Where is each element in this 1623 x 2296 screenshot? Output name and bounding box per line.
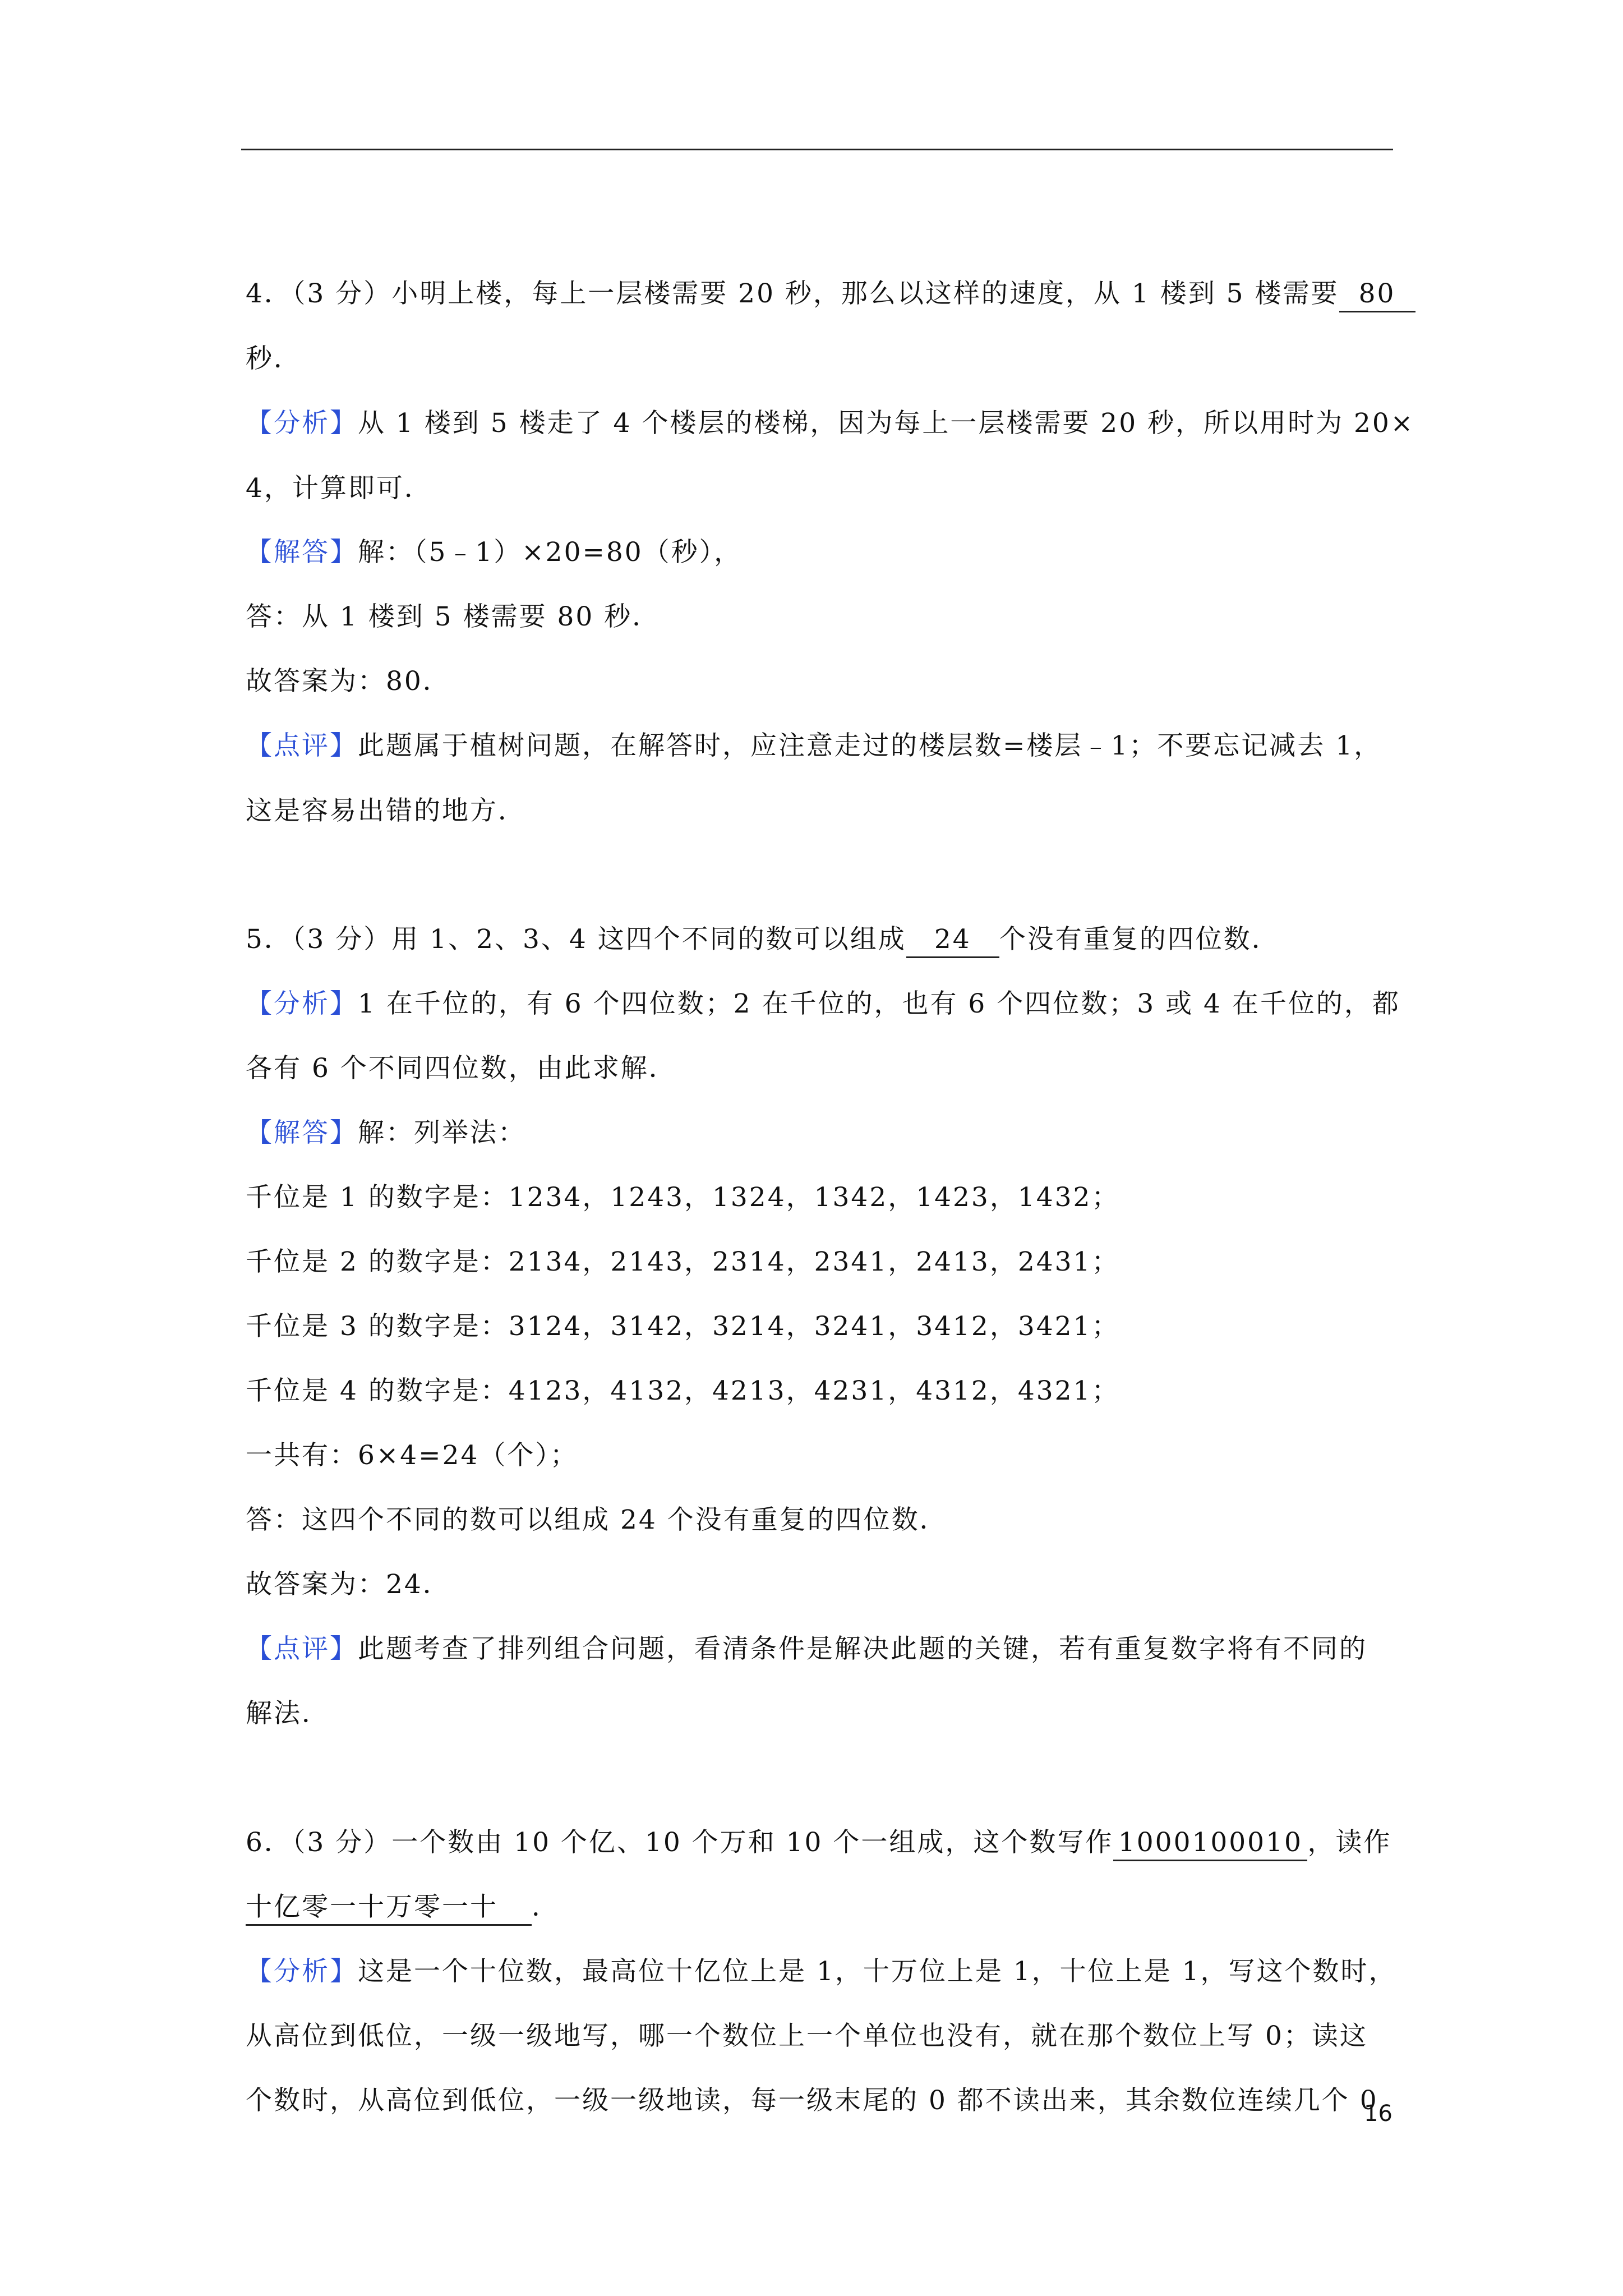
- analysis-tag: 【分析】: [246, 408, 358, 439]
- page-number: 16: [1364, 2101, 1393, 2127]
- q6-stem-mid: ，读作: [1307, 1827, 1392, 1858]
- q5-stem-end: 个没有重复的四位数．: [999, 924, 1280, 955]
- q6-analysis-line-3: 个数时，从高位到低位，一级一级地读，每一级末尾的 0 都不读出来，其余数位连续几个 0: [246, 2085, 1378, 2116]
- q4-stem-end: 秒．: [246, 343, 302, 374]
- q4-solution-text: 解：（5﹣1）×20=80（秒），: [358, 537, 743, 568]
- q6-stem: [246, 1826, 1401, 1861]
- analysis-tag: 【分析】: [246, 988, 358, 1019]
- q4-analysis-text: 从 1 楼到 5 楼走了 4 个楼层的楼梯，因为每上一层楼需要 20 秒，所以用时为 20×: [358, 408, 1415, 439]
- q4-stem-text: 4．（3 分）小明上楼，每上一层楼需要 20 秒，那么以这样的速度，从 1 楼到 5 楼需要: [246, 278, 1339, 309]
- q5-analysis-line-1: [246, 987, 1401, 1021]
- solution-tag: 【解答】: [246, 537, 358, 568]
- q5-comment-line-1: [246, 1632, 1401, 1666]
- q6-analysis-line-1: [246, 1955, 1401, 1989]
- q4-answer-blank: 80: [1339, 277, 1415, 312]
- q5-analysis-text: 1 在千位的，有 6 个四位数；2 在千位的，也有 6 个四位数；3 或 4 在千位的，都: [358, 988, 1400, 1019]
- solution-tag: 【解答】: [246, 1117, 358, 1148]
- q4-comment-line-2: 这是容易出错的地方．: [246, 795, 526, 826]
- q4-analysis-line-1: [246, 407, 1415, 440]
- q4-solution-line-1: [246, 536, 1401, 569]
- q4-analysis-line-2: 4，计算即可．: [246, 473, 432, 504]
- q6-stem-end: ．: [532, 1892, 560, 1922]
- q5-solution-text: 解：列举法：: [358, 1117, 526, 1148]
- q5-solution-line-7: 答：这四个不同的数可以组成 24 个没有重复的四位数．: [246, 1504, 948, 1535]
- q5-solution-line-5: 千位是 4 的数字是：4123，4132，4213，4231，4312，4321；: [246, 1375, 1120, 1406]
- comment-tag: 【点评】: [246, 1634, 358, 1664]
- q6-stem-text: 6．（3 分）一个数由 10 个亿、10 个万和 10 个一组成，这个数写作: [246, 1827, 1114, 1858]
- q4-stem: [246, 277, 1401, 312]
- q4-solution-line-2: 答：从 1 楼到 5 楼需要 80 秒．: [246, 601, 661, 632]
- q4-comment-text: 此题属于植树问题，在解答时，应注意走过的楼层数=楼层﹣1；不要忘记减去 1，: [358, 730, 1382, 761]
- q5-stem-text: 5．（3 分）用 1、2、3、4 这四个不同的数可以组成: [246, 924, 906, 955]
- q4-solution-line-3: 故答案为：80．: [246, 666, 451, 697]
- q5-stem: [246, 923, 1401, 958]
- q5-answer-blank: 24: [906, 923, 999, 958]
- q5-solution-line-2: 千位是 1 的数字是：1234，1243，1324，1342，1423，1432；: [246, 1182, 1120, 1213]
- q4-comment-line-1: [246, 729, 1401, 763]
- header-rule: [241, 149, 1393, 150]
- q6-analysis-text: 这是一个十位数，最高位十亿位上是 1，十万位上是 1，十位上是 1，写这个数时，: [358, 1956, 1397, 1987]
- q6-answer-blank-2: 十亿零一十万零一十: [246, 1890, 532, 1926]
- q6-answer-blank-1: 1000100010: [1113, 1826, 1307, 1861]
- q5-solution-line-3: 千位是 2 的数字是：2134，2143，2314，2341，2413，2431；: [246, 1246, 1120, 1277]
- q5-solution-line-6: 一共有：6×4=24（个）；: [246, 1440, 578, 1471]
- comment-tag: 【点评】: [246, 730, 358, 761]
- q5-analysis-line-2: 各有 6 个不同四位数，由此求解．: [246, 1053, 677, 1084]
- q5-comment-text: 此题考查了排列组合问题，看清条件是解决此题的关键，若有重复数字将有不同的: [358, 1634, 1367, 1664]
- analysis-tag: 【分析】: [246, 1956, 358, 1987]
- q5-solution-line-1: [246, 1116, 1401, 1150]
- q5-comment-line-2: 解法．: [246, 1698, 330, 1729]
- q5-solution-line-8: 故答案为：24．: [246, 1569, 451, 1600]
- q6-analysis-line-2: 从高位到低位，一级一级地写，哪一个数位上一个单位也没有，就在那个数位上写 0；读这: [246, 2021, 1368, 2051]
- q5-solution-line-4: 千位是 3 的数字是：3124，3142，3214，3241，3412，3421；: [246, 1311, 1120, 1342]
- q6-stem-line-2: [246, 1890, 1401, 1926]
